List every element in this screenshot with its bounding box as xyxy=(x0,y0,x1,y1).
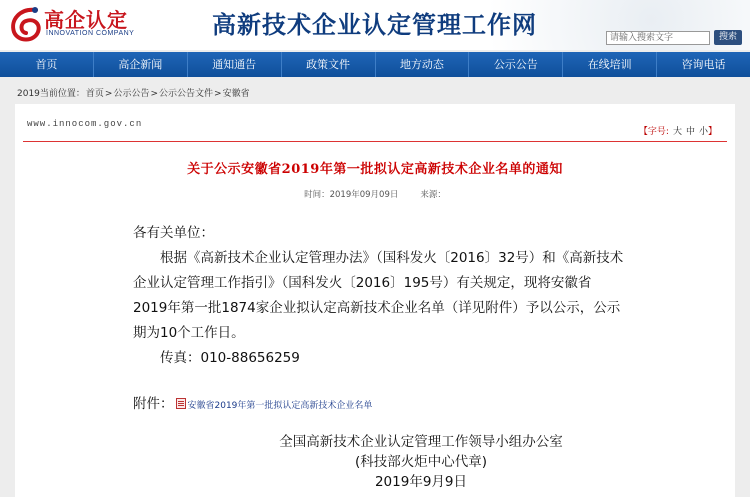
font-size-end: 】 xyxy=(707,127,717,137)
signature-date: 2019年9月9日 xyxy=(374,474,468,490)
main-nav xyxy=(0,52,750,77)
fax-line: 传真：010-88656259 xyxy=(160,350,300,366)
article-meta xyxy=(15,188,735,200)
signature-seal-note: (科技部火炬中心代章) xyxy=(354,454,488,470)
nav-item-notices[interactable]: 通知通告 xyxy=(188,52,282,77)
search-button[interactable]: 搜索 xyxy=(714,30,742,45)
document-icon xyxy=(176,398,186,409)
nav-item-news[interactable]: 高企新闻 xyxy=(94,52,188,77)
breadcrumb-home[interactable]: 首页 xyxy=(85,89,104,99)
nav-item-hotline[interactable]: 咨询电话 xyxy=(681,58,726,71)
breadcrumb-sep: > xyxy=(104,89,113,99)
nav-item-local[interactable]: 地方动态 xyxy=(376,52,470,77)
font-size-large[interactable]: 大 xyxy=(672,127,682,137)
font-size-small[interactable]: 小 xyxy=(698,127,708,137)
breadcrumb-sep: > xyxy=(214,89,222,99)
logo-name: 高企认定 xyxy=(44,8,128,32)
article-panel xyxy=(15,104,735,497)
font-size-label: 【字号: xyxy=(638,127,669,137)
article-body xyxy=(133,221,625,371)
attachment-row xyxy=(133,392,372,412)
site-title: 高新技术企业认定管理工作网 xyxy=(212,10,537,39)
breadcrumb-anhui[interactable]: 安徽省 xyxy=(222,89,250,99)
salutation: 各有关单位： xyxy=(133,225,214,241)
article-title: 关于公示安徽省2019年第一批拟认定高新技术企业名单的通知 xyxy=(187,162,563,177)
signature-org: 全国高新技术企业认定管理工作领导小组办公室 xyxy=(279,434,563,450)
site-domain: www.innocom.gov.cn xyxy=(27,119,143,129)
nav-item-announcements[interactable]: 公示公告 xyxy=(469,52,563,77)
search-input[interactable]: 请输入搜索文字 xyxy=(606,31,710,45)
nav-item-policy[interactable]: 政策文件 xyxy=(282,52,376,77)
attachment-label: 附件： xyxy=(133,396,174,412)
logo-english: INNOVATION COMPANY xyxy=(46,30,135,37)
article-time: 时间：2019年09月09日 xyxy=(304,190,399,200)
logo-icon xyxy=(6,4,46,44)
main-paragraph: 根据《高新技术企业认定管理办法》（国科发火〔2016〕32号）和《高新技术企业认定管理工作指引》（国科发火〔2016〕195号）有关规定，现将安徽省2019年第一批1874家企业拟认定高新技术企业名单（详见附件）予以公示，公示期为10个工作日。 xyxy=(133,250,624,341)
font-size-medium[interactable]: 中 xyxy=(685,127,695,137)
nav-item-training[interactable]: 在线培训 xyxy=(563,52,657,77)
site-logo[interactable] xyxy=(6,2,156,46)
attachment-link[interactable]: 安徽省2019年第一批拟认定高新技术企业名单 xyxy=(187,401,373,411)
breadcrumb-prefix: 2019当前位置： xyxy=(17,89,85,99)
breadcrumb-announcement-files[interactable]: 公示公告文件 xyxy=(159,89,214,99)
breadcrumb xyxy=(17,86,251,99)
divider xyxy=(23,141,727,142)
breadcrumb-sep: > xyxy=(150,89,159,99)
nav-item-home[interactable]: 首页 xyxy=(0,52,94,77)
article-source: 来源： xyxy=(420,190,446,200)
site-header xyxy=(0,0,750,50)
signature-block xyxy=(15,432,735,492)
font-size-controls xyxy=(639,124,717,137)
breadcrumb-announcements[interactable]: 公示公告 xyxy=(113,89,150,99)
